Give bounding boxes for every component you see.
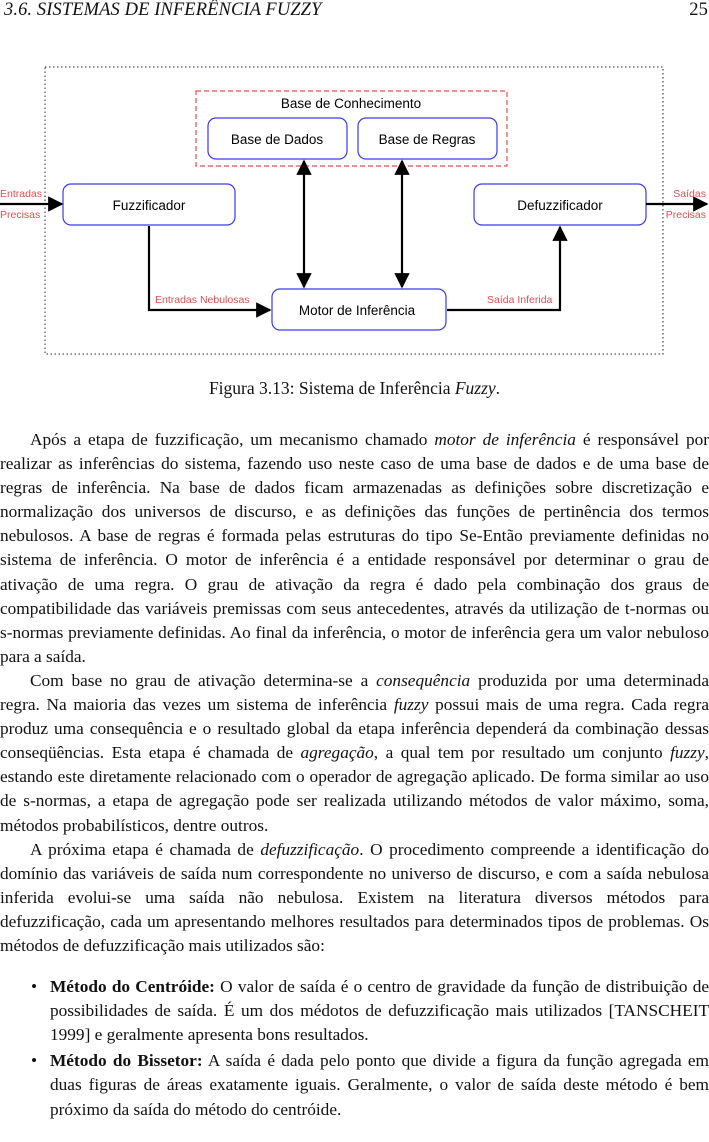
- paragraph: [0, 669, 709, 838]
- list-item-term: Método do Bissetor:: [50, 1051, 203, 1071]
- list-item-text: A saída é dada pelo ponto que divide a figura da função agregada em duas figuras de áreas exatamente iguais. Geralmente, o valor de saída deste método é bem próximo da saída do método do centróide.: [50, 1051, 709, 1119]
- emphasis: defuzzificação: [260, 839, 360, 859]
- page-number: 25: [689, 0, 708, 20]
- fuzzificador-label: Fuzzificador: [112, 198, 186, 213]
- text-run: é responsável por realizar as inferências do sistema, fazendo uso neste caso de uma base de dados e de uma base de regras de inferência. Na base de dados ficam armazenadas as definições sobre discretização e normalização dos universos de discurso, e as definições das funções de pertinência dos termos nebulosos. A base de regras é formada pelas estruturas do tipo Se-Então previamente definidas no sistema de inferência. O motor de inferência é a entidade responsável por determinar o grau de ativação de uma regra. O grau de ativação da regra é dado pela combinação dos graus de compatibilidade das variáveis premissas com seus antecedentes, através da utilização de t-normas ou s-normas previamente definidas. Ao final da inferência, o motor de inferência gera um valor nebuloso para a saída.: [0, 430, 709, 666]
- text-run: A próxima etapa é chamada de: [30, 839, 261, 859]
- text-run: produzida por uma determinada regra. Na maioria das vezes um sistema de inferência: [0, 670, 709, 715]
- precisas-out-label: Precisas: [665, 209, 706, 221]
- list-item: [0, 975, 709, 1047]
- base-regras-label: Base de Regras: [378, 132, 476, 147]
- list-item-term: Método do Centróide:: [50, 977, 215, 997]
- knowledge-base-title: Base de Conhecimento: [280, 96, 422, 111]
- fuzzy-system-diagram: [0, 60, 709, 360]
- list-item: [0, 1049, 709, 1121]
- emphasis: agregação: [300, 743, 374, 763]
- saida-inferida-label: Saída Inferida: [487, 294, 553, 306]
- base-dados-label: Base de Dados: [230, 132, 324, 147]
- paragraphs: [0, 428, 709, 958]
- emphasis: consequência: [376, 670, 471, 690]
- bullet-icon: •: [31, 1051, 38, 1071]
- emphasis: fuzzy: [393, 695, 429, 715]
- defuzzification-methods-list: [0, 975, 709, 1122]
- text-run: , estando este diretamente relacionado com o operador de agregação aplicado. De forma similar ao uso de s-normas, a etapa de agregação pode ser realizada utilizando métodos de valor máximo, soma, métodos probabilísticos, dentre outros.: [0, 743, 709, 835]
- emphasis: fuzzy: [670, 743, 705, 763]
- body-text: [0, 428, 709, 1122]
- paragraph: [0, 428, 709, 669]
- saidas-label: Saídas: [673, 188, 706, 200]
- entradas-nebulosas-label: Entradas Nebulosas: [155, 294, 250, 306]
- figure-caption: [0, 378, 709, 399]
- section-title: 3.6. SISTEMAS DE INFERÊNCIA FUZZY: [4, 0, 322, 20]
- bullet-icon: •: [31, 977, 38, 997]
- running-head: [4, 0, 708, 26]
- text-run: . O procedimento compreende a identificação do domínio das variáveis de saída num correspondente no universo de discurso, e com a saída nebulosa inferida evolui-se uma saída não nebulosa. Existem na literatura diversos métodos para defuzzificação, cada um apresentando melhores resultados para determinados tipos de problemas. Os métodos de defuzzificação mais utilizados são:: [0, 839, 709, 955]
- caption-emphasis: Fuzzy: [454, 378, 496, 398]
- text-run: possui mais de uma regra. Cada regra produz uma consequência e o resultado global da etapa inferência dependerá da combinação dessas conseqüências. Esta etapa é chamada de: [0, 695, 709, 763]
- paragraph: [0, 838, 709, 958]
- text-run: Com base no grau de ativação determina-se a: [30, 670, 377, 690]
- motor-inferencia-label: Motor de Inferência: [298, 303, 416, 318]
- entradas-label: Entradas: [0, 188, 43, 200]
- defuzzificador-label: Defuzzificador: [517, 198, 603, 213]
- text-run: , a qual tem por resultado um conjunto: [373, 743, 671, 763]
- caption-text: Figura 3.13: Sistema de Inferência: [208, 378, 455, 398]
- list-item-text: O valor de saída é o centro de gravidade da função de distribuição de possibilidades de saída. É um dos médotos de defuzzificação mais utilizados [TANSCHEIT 1999] e geralmente apresenta bons resultados.: [50, 977, 709, 1045]
- caption-period: .: [495, 378, 501, 398]
- text-run: Após a etapa de fuzzificação, um mecanismo chamado: [30, 430, 435, 449]
- emphasis: motor de inferência: [434, 430, 576, 449]
- precisas-in-label: Precisas: [0, 209, 41, 221]
